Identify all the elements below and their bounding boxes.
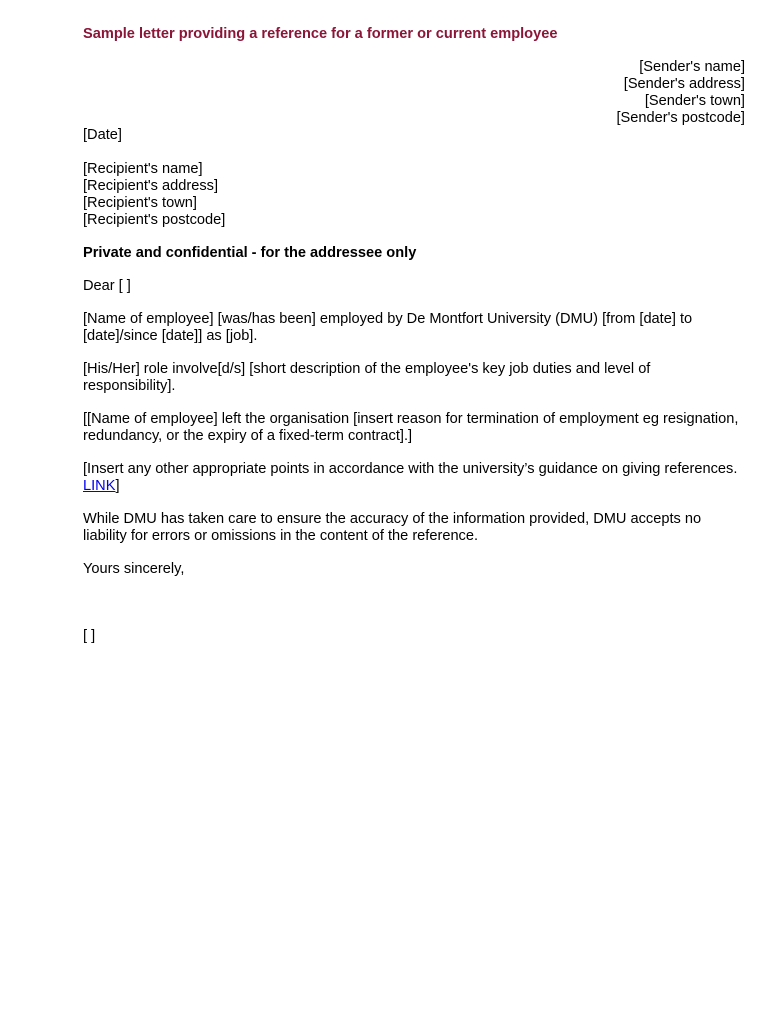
sender-address: [Sender's address] <box>623 76 745 92</box>
paragraph-role: [His/Her] role involve[d/s] [short description of the employee's key job duties and level of responsibility]. <box>83 361 651 394</box>
paragraph-employment: [Name of employee] [was/has been] employed by De Montfort University (DMU) [from [date] to [date]/since [date]] as [job]. <box>83 311 693 344</box>
recipient-address-block <box>83 161 745 229</box>
closing: Yours sincerely, <box>83 561 185 577</box>
paragraph-disclaimer: While DMU has taken care to ensure the accuracy of the information provided, DMU accepts no liability for errors or omissions in the content of the reference. <box>83 511 702 544</box>
document-title: Sample letter providing a reference for a former or current employee <box>83 26 558 42</box>
letter-page <box>83 26 745 645</box>
paragraph-other-points <box>83 461 745 495</box>
letter-date: [Date] <box>83 127 122 143</box>
sender-postcode: [Sender's postcode] <box>616 110 745 126</box>
recipient-address: [Recipient's address] <box>83 178 219 194</box>
sender-town: [Sender's town] <box>644 93 745 109</box>
recipient-postcode: [Recipient's postcode] <box>83 212 226 228</box>
salutation: Dear [ ] <box>83 278 131 294</box>
signature-placeholder: [ ] <box>83 628 96 644</box>
other-points-close-bracket: ] <box>115 478 120 494</box>
paragraph-left-organisation: [[Name of employee] left the organisation [insert reason for termination of employment eg resignation, redundancy, or the expiry of a fixed-term contract].] <box>83 411 739 444</box>
sender-address-block <box>83 59 745 127</box>
sender-name: [Sender's name] <box>639 59 745 75</box>
other-points-text: [Insert any other appropriate points in accordance with the university’s guidance on giving references. <box>83 461 738 477</box>
guidance-link[interactable]: LINK <box>83 478 116 494</box>
confidential-heading: Private and confidential - for the addressee only <box>83 245 417 261</box>
recipient-name: [Recipient's name] <box>83 161 203 177</box>
recipient-town: [Recipient's town] <box>83 195 197 211</box>
